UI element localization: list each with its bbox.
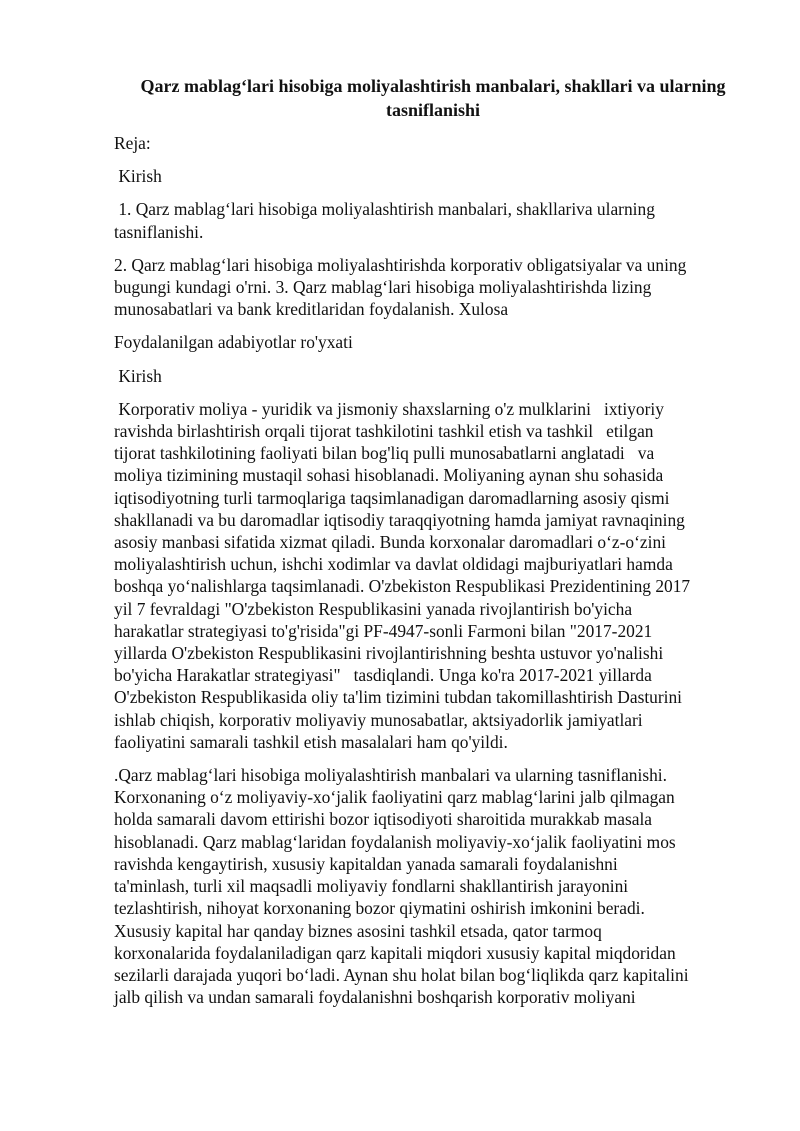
paragraph — [114, 254, 746, 321]
paragraph — [114, 365, 746, 387]
text-line: tijorat tashkilotining faoliyati bilan bog'liq pulli munosabatlarni anglatadi va — [114, 443, 655, 464]
paragraph — [114, 198, 746, 242]
text-line: Kirish — [114, 166, 162, 187]
paragraph — [114, 331, 746, 353]
text-line: .Qarz mablag‘lari hisobiga moliyalashtirish manbalari va ularning tasniflanishi. — [114, 765, 667, 786]
text-line: yillarda O'zbekiston Respublikasini rivojlantirishning beshta ustuvor yo'nalishi — [114, 643, 664, 664]
text-line: Korporativ moliya - yuridik va jismoniy shaxslarning o'z mulklarini ixtiyoriy — [114, 398, 664, 419]
text-line: asosiy manbasi sifatida xizmat qiladi. Bunda korxonalar daromadlari o‘z-o‘zini — [114, 532, 666, 553]
text-line: O'zbekiston Respublikasida oliy ta'lim tizimini tubdan takomillashtirish Dasturini — [114, 687, 683, 708]
text-line: ravishda birlashtirish orqali tijorat tashkilotini tashkil etish va tashkil etilgan — [114, 421, 654, 442]
text-line: harakatlar strategiyasi to'g'risida"gi PF-4947-sonli Farmoni bilan "2017-2021 — [114, 620, 653, 641]
text-line: Reja: — [114, 133, 151, 153]
text-line: hisoblanadi. Qarz mablag‘laridan foydalanish moliyaviy-xo‘jalik faoliyatini mos — [114, 831, 676, 852]
text-line: tasniflanishi. — [114, 221, 204, 242]
text-line: jalb qilish va undan samarali foydalanishni boshqarish korporativ moliyani — [114, 987, 636, 1008]
text-line: yil 7 fevraldagi "O'zbekiston Respublikasini yanada rivojlantirish bo'yicha — [114, 598, 633, 619]
text-line: munosabatlari va bank kreditlaridan foydalanish. Xulosa — [114, 299, 509, 320]
text-line: Korxonaning o‘z moliyaviy-xo‘jalik faoliyatini qarz mablag‘larini jalb qilmagan — [114, 787, 675, 808]
text-line: sezilarli darajada yuqori bo‘ladi. Aynan shu holat bilan bog‘liqlikda qarz kapitalini — [114, 964, 689, 985]
text-line: shakllanadi va bu daromadlar iqtisodiy taraqqiyotning hamda jamiyat ravnaqining — [114, 509, 685, 530]
title-line: Qarz mablag‘lari hisobiga moliyalashtirish manbalari, shakllari va ularning — [140, 76, 726, 96]
title-line: tasniflanishi — [385, 100, 481, 120]
text-line: Kirish — [114, 365, 162, 386]
text-line: Xususiy kapital har qanday biznes asosini tashkil etsada, qator tarmoq — [114, 920, 602, 941]
text-line: bugungi kundagi o'rni. 3. Qarz mablag‘lari hisobiga moliyalashtirishda lizing — [114, 277, 652, 298]
text-line: 1. Qarz mablag‘lari hisobiga moliyalashtirish manbalari, shakllariva ularning — [114, 199, 655, 220]
paragraph — [114, 398, 746, 753]
text-line: boshqa yo‘nalishlarga taqsimlanadi. O'zbekiston Respublikasi Prezidentining 2017 — [114, 576, 691, 597]
document-body — [114, 132, 746, 1008]
text-line: bo'yicha Harakatlar strategiyasi" tasdiqlandi. Unga ko'ra 2017-2021 yillarda — [114, 665, 652, 686]
text-line: ishlab chiqish, korporativ moliyaviy munosabatlar, aktsiyadorlik jamiyatlari — [114, 709, 643, 730]
document-title — [114, 74, 746, 122]
text-line: tezlashtirish, nihoyat korxonaning bozor qiymatini oshirish imkonini beradi. — [114, 898, 645, 919]
text-line: korxonalarida foydalaniladigan qarz kapitali miqdori xususiy kapital miqdoridan — [114, 942, 676, 963]
text-line: ravishda kengaytirish, xususiy kapitaldan yanada samarali foydalanishni — [114, 853, 618, 874]
paragraph — [114, 764, 746, 1008]
text-line: Foydalanilgan adabiyotlar ro'yxati — [114, 332, 353, 353]
text-line: 2. Qarz mablag‘lari hisobiga moliyalashtirishda korporativ obligatsiyalar va uning — [114, 254, 687, 275]
text-line: iqtisodiyotning turli tarmoqlariga taqsimlanadigan daromadlarning asosiy qismi — [114, 487, 670, 508]
text-line: moliya tizimining mustaqil sohasi hisoblanadi. Moliyaning aynan shu sohasida — [114, 465, 664, 486]
text-line: holda samarali davom ettirishi bozor iqtisodiyoti sharoitida murakkab masala — [114, 809, 653, 830]
text-line: ta'minlash, turli xil maqsadli moliyaviy fondlarni shakllantirish jarayonini — [114, 876, 629, 897]
paragraph — [114, 165, 746, 187]
text-line: faoliyatini samarali tashkil etish masalalari ham qo'yildi. — [114, 731, 508, 752]
text-line: moliyalashtirish uchun, ishchi xodimlar va davlat oldidagi majburiyatlari hamda — [114, 554, 673, 575]
paragraph — [114, 132, 746, 154]
